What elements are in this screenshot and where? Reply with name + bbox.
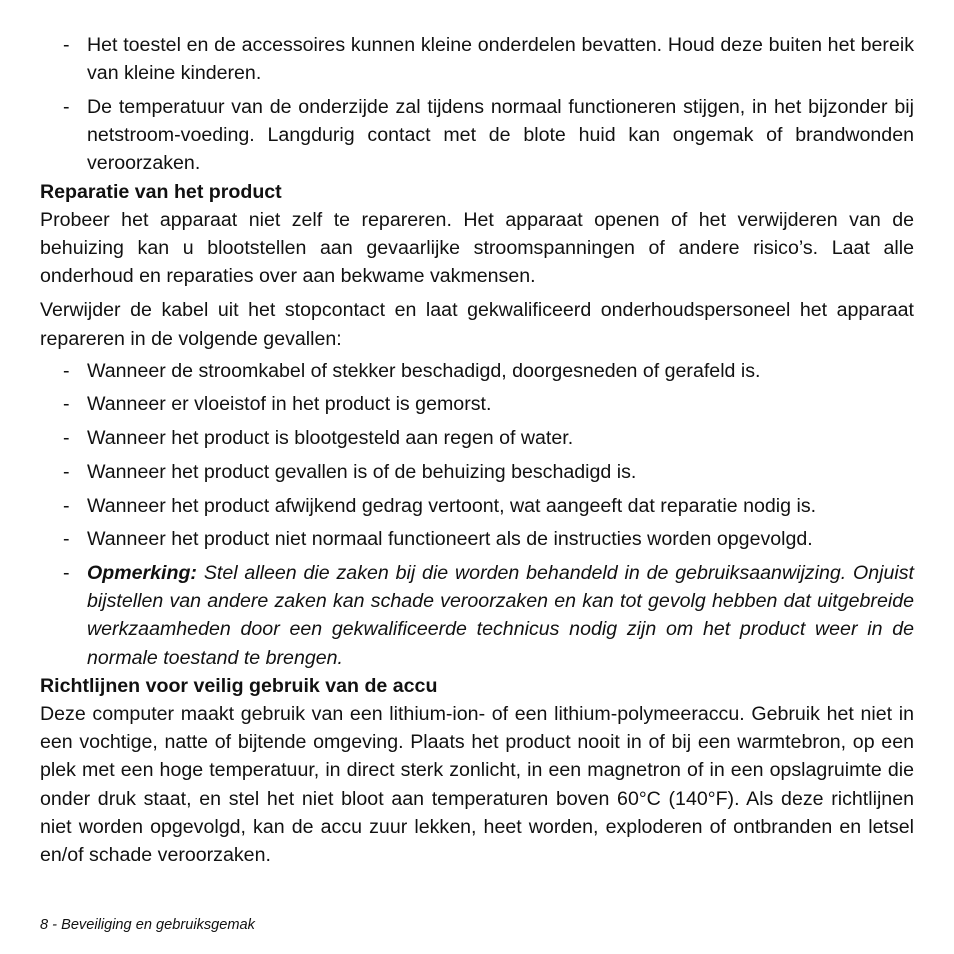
list-item bbox=[40, 31, 914, 87]
note-item bbox=[40, 559, 914, 672]
list-item bbox=[40, 525, 914, 553]
list-dash: - bbox=[63, 494, 70, 517]
list-item-text: Het toestel en de accessoires kunnen kleine onderdelen bevatten. Houd deze buiten het bereik van kleine kinderen. bbox=[87, 34, 914, 85]
list-item bbox=[40, 458, 914, 486]
battery-paragraph: Deze computer maakt gebruik van een lithium-ion- of een lithium-polymeeraccu. Gebruik het niet in een vochtige, natte of bijtende omgeving. Plaats het product nooit in of bij een warmtebron, op een plek met een hoge temperatuur, in direct sterk zonlicht, in een magnetron of in een opslagruimte die onder druk staat, en stel het niet bloot aan temperaturen boven 60°C (140°F). Als deze richtlijnen niet worden opgevolgd, kan de accu zuur lekken, heet worden, exploderen of ontbranden en letsel en/of schade veroorzaken. bbox=[40, 702, 914, 866]
list-item bbox=[40, 357, 914, 385]
list-item-text: Wanneer het product afwijkend gedrag vertoont, wat aangeeft dat reparatie nodig is. bbox=[87, 494, 817, 517]
list-item-text: Wanneer de stroomkabel of stekker beschadigd, doorgesneden of gerafeld is. bbox=[87, 359, 761, 382]
repair-paragraph-2: Verwijder de kabel uit het stopcontact en laat gekwalificeerd onderhoudspersoneel het apparaat repareren in de volgende gevallen: bbox=[40, 299, 914, 350]
list-dash: - bbox=[63, 95, 70, 118]
repair-heading: Reparatie van het product bbox=[40, 180, 282, 203]
list-item-text: Wanneer het product is blootgesteld aan regen of water. bbox=[87, 427, 574, 450]
list-dash: - bbox=[63, 393, 70, 416]
list-item bbox=[40, 424, 914, 452]
intro-list bbox=[40, 31, 914, 178]
list-dash: - bbox=[63, 460, 70, 483]
list-item-text: De temperatuur van de onderzijde zal tijdens normaal functioneren stijgen, in het bijzonder bij netstroom-voeding. Langdurig contact met de blote huid kan ongemak of brandwonden veroorzaken. bbox=[87, 95, 914, 175]
list-dash: - bbox=[63, 359, 70, 382]
page-footer: 8 - Beveiliging en gebruiksgemak bbox=[40, 917, 255, 933]
repair-paragraph-1: Probeer het apparaat niet zelf te repareren. Het apparaat openen of het verwijderen van de behuizing kan u blootstellen aan gevaarlijke stroomspanningen of andere risico’s. Laat alle onderhoud en reparaties over aan bekwame vakmensen. bbox=[40, 208, 914, 288]
list-dash: - bbox=[63, 561, 70, 584]
note-text: Stel alleen die zaken bij die worden behandeld in de gebruiksaanwijzing. Onjuist bijstellen van andere zaken kan schade veroorzaken en kan tot gevolg hebben dat uitgebreide werkzaamheden door een gekwalificeerde technicus nodig zijn om het product weer in de normale toestand te brengen. bbox=[87, 561, 915, 669]
list-dash: - bbox=[63, 427, 70, 450]
list-item bbox=[40, 390, 914, 418]
list-dash: - bbox=[63, 528, 70, 551]
note-label: Opmerking: bbox=[87, 561, 197, 584]
list-item-text: Wanneer het product gevallen is of de behuizing beschadigd is. bbox=[87, 460, 637, 483]
battery-heading: Richtlijnen voor veilig gebruik van de accu bbox=[40, 674, 438, 697]
list-item-text: Wanneer het product niet normaal functioneert als de instructies worden opgevolgd. bbox=[87, 528, 813, 551]
list-item bbox=[40, 492, 914, 520]
document-page bbox=[40, 31, 914, 869]
list-item bbox=[40, 93, 914, 178]
list-dash: - bbox=[63, 34, 70, 56]
list-item-text: Wanneer er vloeistof in het product is gemorst. bbox=[87, 393, 492, 416]
repair-cases-list bbox=[40, 357, 914, 672]
